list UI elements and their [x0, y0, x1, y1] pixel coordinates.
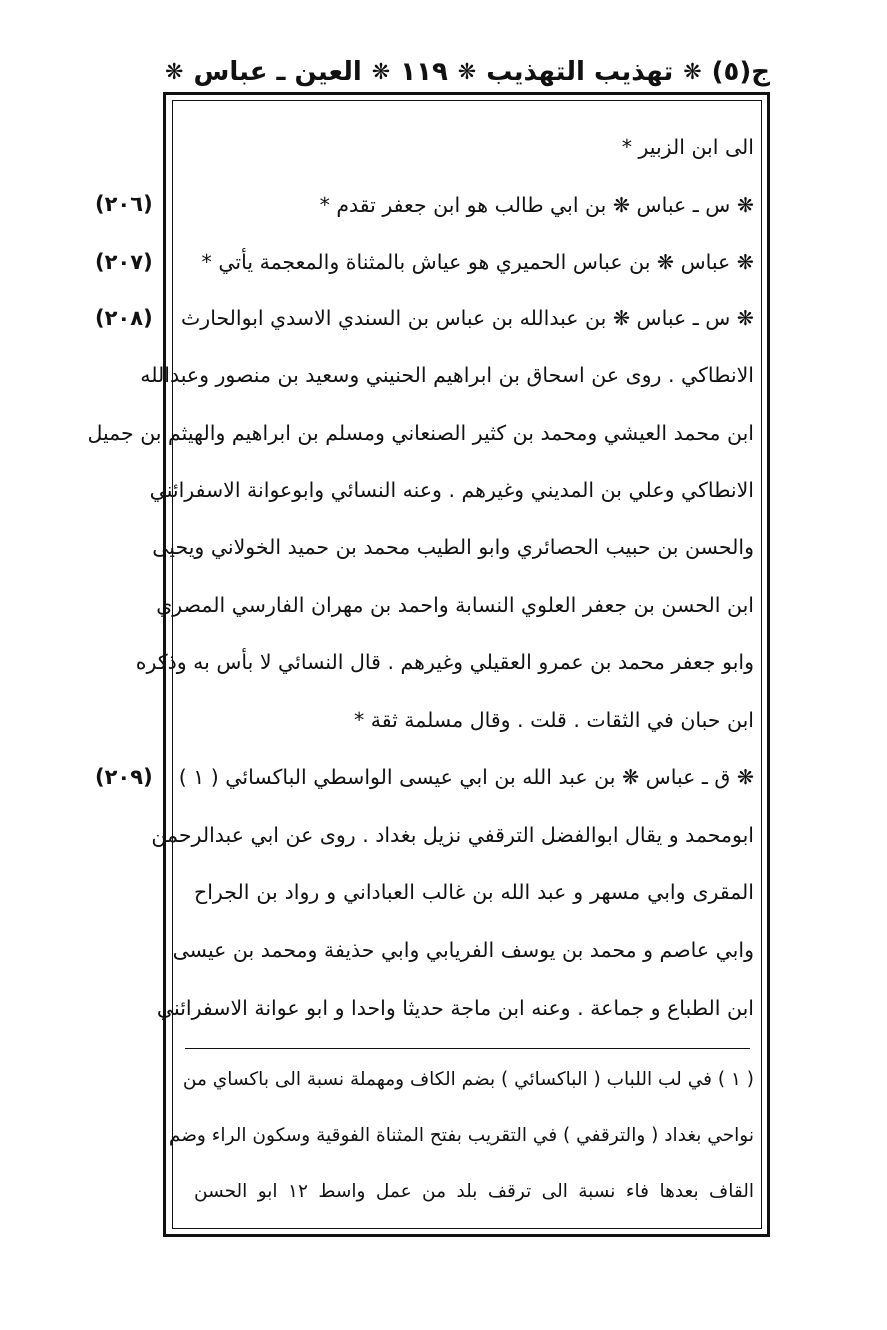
section-title: العين ـ عباس — [193, 57, 362, 87]
book-title: تهذيب التهذيب — [486, 57, 674, 87]
text-line: الانطاكي . روى عن اسحاق بن ابراهيم الحنيني وسعيد بن منصور وعبدالله — [140, 363, 754, 387]
text-line: ❋ ق ـ عباس ❋ بن عبد الله بن ابي عيسى الواسطي الباكسائي ( ١ ) — [178, 765, 754, 789]
text-line: وابو جعفر محمد بن عمرو العقيلي وغيرهم . قال النسائي لا بأس به وذكره — [135, 650, 754, 674]
text-line: ❋ س ـ عباس ❋ بن ابي طالب هو ابن جعفر تقدم * — [319, 193, 754, 217]
text-line: ابن الطباع و جماعة . وعنه ابن ماجة حديثا واحدا و ابو عوانة الاسفرائني — [156, 996, 754, 1020]
text-line: المقرى وابي مسهر و عبد الله بن غالب العباداني و رواد بن الجراح — [194, 880, 754, 904]
footnote-line: القاف بعدها فاء نسبة الى ترقف بلد من عمل واسط ١٢ ابو الحسن — [194, 1181, 755, 1202]
ornament-icon: ❋ — [165, 59, 184, 85]
running-head — [165, 52, 770, 92]
ornament-icon: ❋ — [683, 59, 702, 85]
text-line: ابن حبان في الثقات . قلت . وقال مسلمة ثقة * — [353, 708, 754, 732]
text-line: ❋ عباس ❋ بن عباس الحميري هو عياش بالمثناة والمعجمة يأتي * — [201, 250, 754, 274]
text-line: والحسن بن حبيب الحصائري وابو الطيب محمد بن حميد الخولاني ويحيى — [152, 535, 754, 559]
text-line: وابي عاصم و محمد بن يوسف الفريابي وابي حذيفة ومحمد بن عيسى — [172, 938, 754, 962]
footnote-divider — [185, 1048, 750, 1049]
text-line: ابومحمد و يقال ابوالفضل الترقفي نزيل بغداد . روى عن ابي عبدالرحمن — [151, 823, 754, 847]
ornament-icon: ❋ — [457, 59, 477, 85]
volume-label: ج(٥) — [711, 57, 770, 87]
footnote-line: ( ١ ) في لب اللباب ( الباكسائي ) بضم الكاف ومهملة نسبة الى باكساي من — [182, 1069, 754, 1090]
entry-number: (٢٠٧) — [95, 250, 153, 274]
footnote-line: نواحي بغداد ( والترقفي ) في التقريب بفتح المثناة الفوقية وسكون الراء وضم — [168, 1125, 754, 1146]
entry-number: (٢٠٦) — [95, 192, 153, 216]
text-line: الانطاكي وعلي بن المديني وغيرهم . وعنه النسائي وابوعوانة الاسفرائني — [149, 478, 754, 502]
entry-number: (٢٠٩) — [95, 765, 153, 789]
page-number: ١١٩ — [400, 57, 448, 87]
ornament-icon: ❋ — [371, 59, 391, 85]
text-line: الى ابن الزبير * — [621, 135, 754, 159]
text-line: ابن الحسن بن جعفر العلوي النسابة واحمد بن مهران الفارسي المصري — [156, 593, 754, 617]
text-line: ❋ س ـ عباس ❋ بن عبدالله بن عباس بن السندي الاسدي ابوالحارث — [181, 306, 754, 330]
text-line: ابن محمد العيشي ومحمد بن كثير الصنعاني ومسلم بن ابراهيم والهيثم بن جميل — [87, 421, 754, 445]
entry-number: (٢٠٨) — [95, 306, 153, 330]
